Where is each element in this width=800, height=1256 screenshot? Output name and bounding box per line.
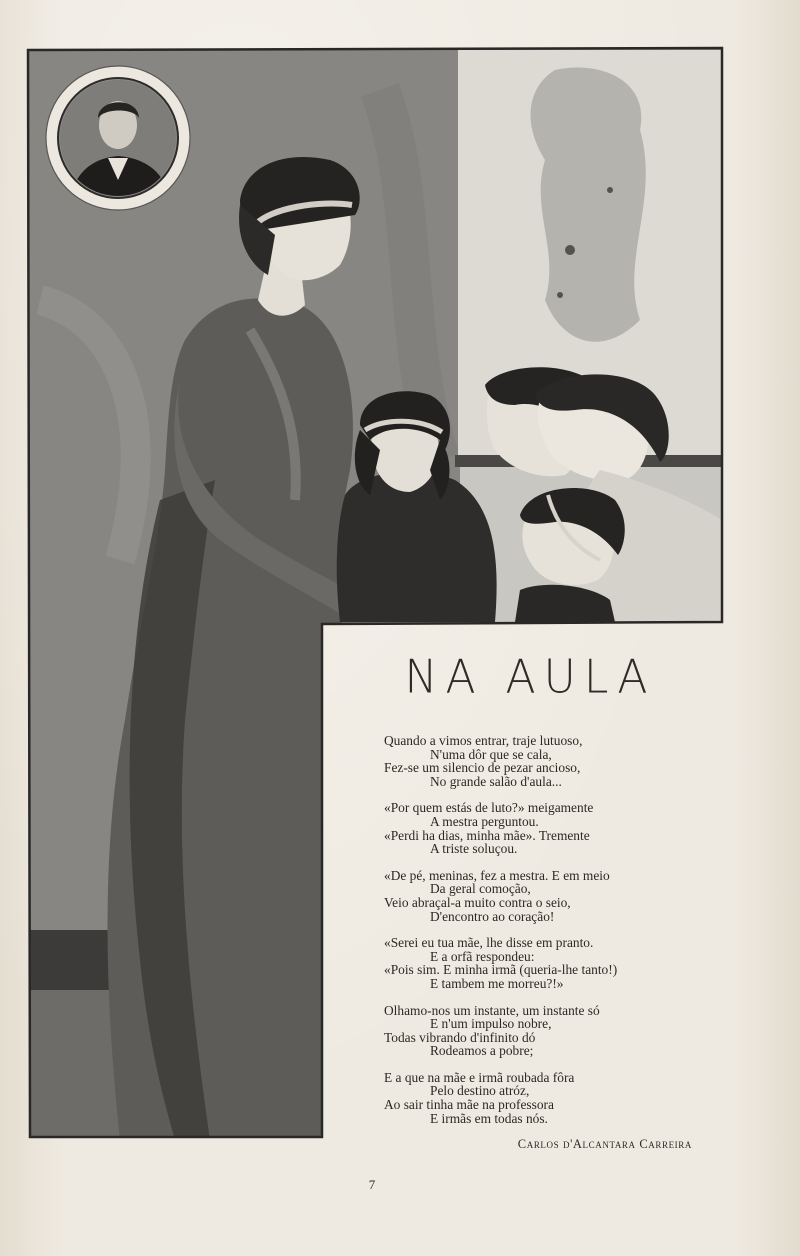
poem-line: «Por quem estás de luto?» meigamente — [384, 800, 594, 816]
poem-line: Quando a vimos entrar, traje lutuoso, — [384, 733, 583, 748]
stanza-5 — [384, 1004, 714, 1058]
poem-line: A triste soluçou. — [430, 841, 518, 857]
stanza-3 — [384, 869, 714, 923]
poem-line: Rodeamos a pobre; — [430, 1043, 534, 1059]
poem-line: E a que na mãe e irmã roubada fôra — [384, 1069, 575, 1085]
stanza-1 — [384, 734, 714, 788]
poem-line: «Pois sim. E minha irmã (queria-lhe tanto!) — [384, 962, 618, 978]
poem-body — [384, 734, 714, 1138]
poem-line: «De pé, meninas, fez a mestra. E em meio — [384, 867, 610, 883]
author-signature: Carlos d'Alcantara Carreira — [517, 1137, 692, 1151]
page-number: 7 — [368, 1177, 376, 1192]
poem-title: NA AULA — [404, 650, 656, 705]
poem-line: Da geral comoção, — [430, 881, 531, 897]
portrait-medallion — [46, 66, 190, 210]
poem-line: Fez-se um silencio de pezar ancioso, — [384, 760, 581, 776]
poem-line: Ao sair tinha mãe na professora — [384, 1097, 554, 1113]
poem-line: Todas vibrando d'infinito dó — [384, 1029, 536, 1045]
poem-line: Pelo destino atróz, — [430, 1083, 530, 1099]
stanza-2 — [384, 801, 714, 855]
poem-line: Olhamo-nos um instante, um instante só — [384, 1002, 600, 1018]
poem-line: E n'um impulso nobre, — [430, 1016, 552, 1032]
poem-line: Veio abraçal-a muito contra o seio, — [384, 894, 571, 910]
poem-line: E tambem me morreu?!» — [430, 975, 564, 991]
poem-line: «Perdi ha dias, minha mãe». Tremente — [384, 827, 590, 843]
poem-line: A mestra perguntou. — [430, 813, 539, 829]
poem-line: «Serei eu tua mãe, lhe disse em pranto. — [384, 935, 594, 951]
stanza-6 — [384, 1071, 714, 1125]
poem-line: E a orfã respondeu: — [430, 948, 535, 964]
poem-line: E irmãs em todas nós. — [430, 1110, 548, 1126]
stanza-4 — [384, 936, 714, 990]
poem-line: D'encontro ao coração! — [430, 908, 555, 924]
poem-line: No grande salão d'aula... — [430, 773, 562, 789]
poem-line: N'uma dôr que se cala, — [430, 746, 552, 762]
